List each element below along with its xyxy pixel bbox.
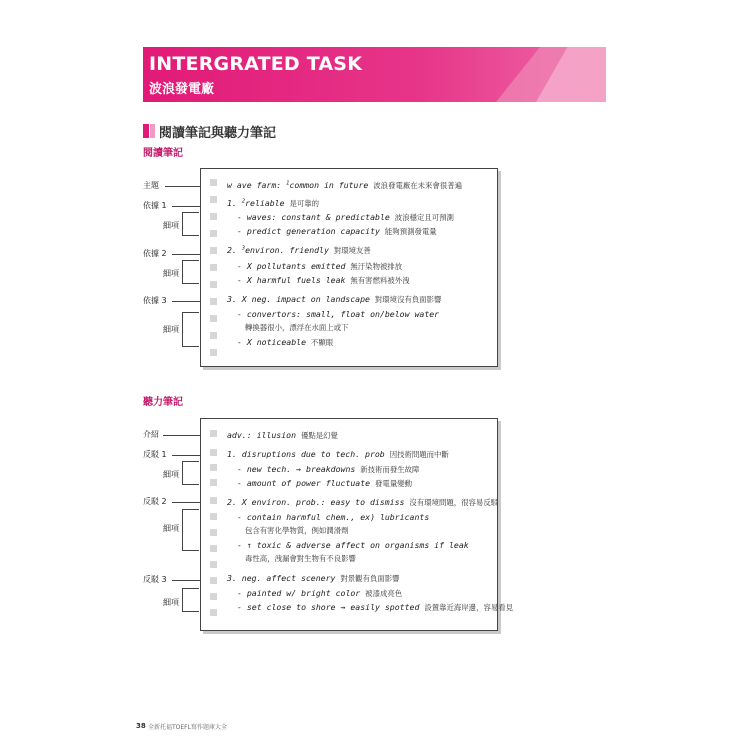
label-basis-1: 依據 1 [143,201,167,210]
checkbox-square [210,179,217,186]
note-line: - ↑ toxic & adverse affect on organisms if leak [237,540,469,550]
checkbox-square [210,281,217,288]
bracket [182,260,199,284]
label-rebut-3: 反駁 3 [143,575,167,584]
connector-line [172,502,200,503]
listening-heading: 聽力筆記 [143,397,183,408]
checkbox-square [210,430,217,437]
note-line: 2. X environ. prob.: easy to dismiss 沒有環境問題，很容易反駁 [227,497,499,507]
checkbox-square [210,593,217,600]
label-detail-3: 細項 [163,598,179,607]
note-line: - set close to shore → easily spotted 設置靠近海岸邊，容易看見 [237,602,514,612]
connector-line [172,254,200,255]
label-basis-3: 依據 3 [143,296,167,305]
checkbox-square [210,577,217,584]
bracket [182,212,199,236]
note-line: 1. $^2$reliable 是可靠的 [227,198,320,208]
checkbox-square [210,479,217,486]
connector-line [172,580,200,581]
banner-title: INTERGRATED TASK [149,53,363,75]
label-detail-1: 細項 [163,221,179,230]
checkbox-square [210,196,217,203]
checkbox-square [210,545,217,552]
checkbox-square [210,349,217,356]
bracket [182,509,199,551]
note-line: - X noticeable 不顯眼 [237,337,334,347]
note-line: 毒性高，洩漏會對生物有不良影響 [245,554,356,563]
note-line: - amount of power fluctuate 發電量變動 [237,478,412,488]
label-detail-2: 細項 [163,269,179,278]
checkbox-square [210,449,217,456]
bracket [182,312,199,347]
bracket [182,588,199,612]
page-number: 38 [136,722,146,730]
label-main: 主題 [143,181,159,190]
checkbox-square [210,247,217,254]
checkbox-square [210,529,217,536]
label-rebut-1: 反駁 1 [143,450,167,459]
note-line: 轉換器很小，漂浮在水面上或下 [245,323,349,332]
connector-line [172,206,200,207]
checkbox-square [210,561,217,568]
note-line: - X pollutants emitted 無汙染物被排放 [237,261,403,271]
book-title: 全新托福TOEFL寫作題庫大全 [148,724,227,731]
label-basis-2: 依據 2 [143,249,167,258]
connector-line [163,435,200,436]
note-line: - new tech. → breakdowns 新技術而發生故障 [237,464,420,474]
label-intro: 介紹 [143,430,159,439]
note-line: - painted w/ bright color 被漆成亮色 [237,588,403,598]
checkbox-square [210,315,217,322]
note-line: - predict generation capacity 能夠預測發電量 [237,226,437,236]
note-line: - waves: constant & predictable 波浪穩定且可預測 [237,212,454,222]
note-line: 3. neg. affect scenery 對景觀有負面影響 [227,573,400,583]
banner-subtitle: 波浪發電廠 [149,82,215,97]
note-line: 3. X neg. impact on landscape 對環境沒有負面影響 [227,294,442,304]
checkbox-square [210,298,217,305]
checkbox-square [210,213,217,220]
label-detail-2: 細項 [163,524,179,533]
note-line: - contain harmful chem., ex) lubricants [237,512,430,522]
connector-line [165,186,200,187]
checkbox-square [210,464,217,471]
label-rebut-2: 反駁 2 [143,497,167,506]
header-banner [143,47,606,102]
note-line: - X harmful fuels leak 無有害燃料被外洩 [237,275,410,285]
note-line: w ave farm: $^1$common in future 波浪發電廠在未來會很普遍 [227,180,462,190]
checkbox-square [210,497,217,504]
checkbox-square [210,332,217,339]
note-line: 1. disruptions due to tech. prob 因技術問題而中斷 [227,449,449,459]
checkbox-square [210,264,217,271]
note-line: 包含有害化學物質，例如潤滑劑 [245,526,349,535]
checkbox-square [210,513,217,520]
section-marker-icon [143,124,155,138]
label-detail-3: 細項 [163,325,179,334]
bracket [182,461,199,485]
listening-notes-box [200,418,514,631]
note-line: adv.: illusion 優點是幻覺 [227,430,338,440]
section-title: 閱讀筆記與聽力筆記 [159,126,277,141]
reading-notes-box [200,168,498,367]
checkbox-square [210,609,217,616]
note-line: 2. $^3$environ. friendly 對環境友善 [227,245,371,255]
note-line: - convertors: small, float on/below water [237,309,440,319]
connector-line [172,455,200,456]
connector-line [172,301,200,302]
reading-heading: 閱讀筆記 [143,148,183,159]
label-detail-1: 細項 [163,470,179,479]
checkbox-square [210,230,217,237]
